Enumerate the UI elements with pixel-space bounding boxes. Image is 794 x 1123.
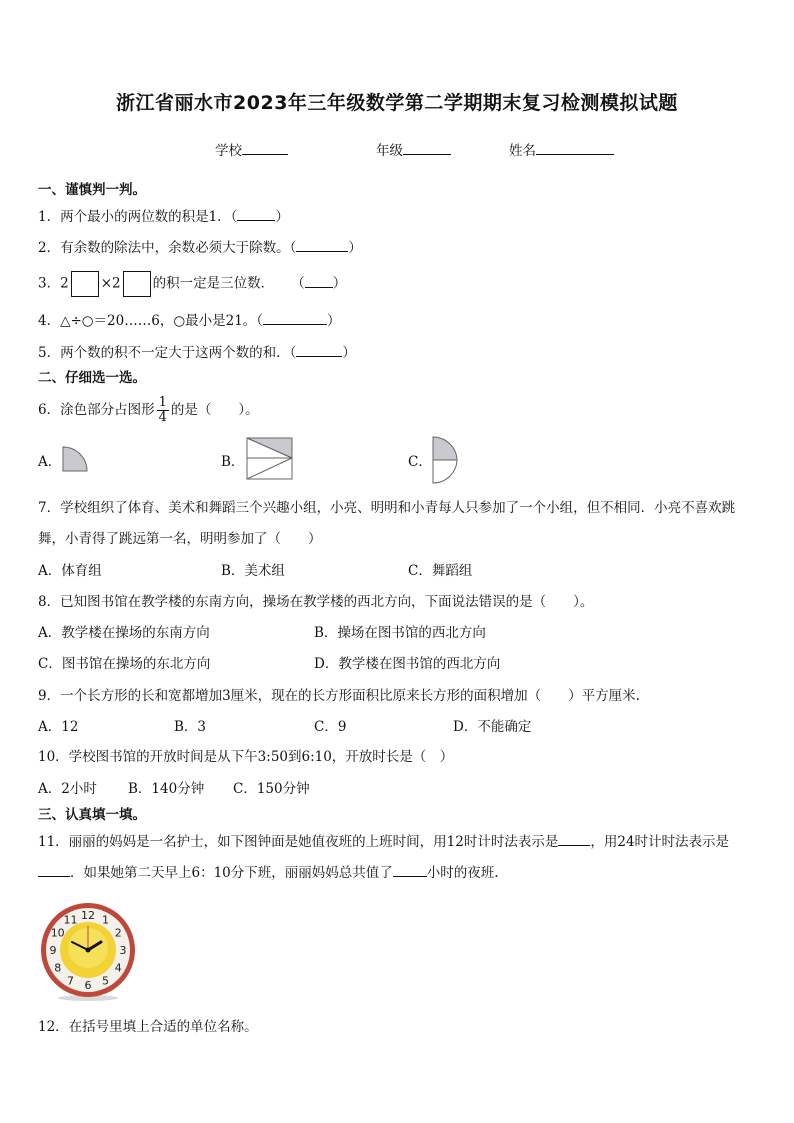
fraction: $\frac{1}{4}$ [158,395,167,425]
answer-blank[interactable] [263,311,327,325]
question-1: 1．两个最小的两位数的积是1．（ ） [38,209,289,225]
answer-blank[interactable] [305,274,333,288]
answer-blank[interactable] [296,343,342,357]
option-9d[interactable]: D．不能确定 [453,719,532,735]
clock-numeral: 2 [114,926,122,940]
clock-numeral: 1 [102,913,109,927]
digit-box[interactable] [123,271,151,297]
section-3-heading: 三、认真填一填。 [38,807,146,823]
option-6b[interactable]: B． [221,454,245,470]
option-7b[interactable]: B．美术组 [221,563,285,579]
option-8b[interactable]: B．操场在图书馆的西北方向 [314,625,486,641]
clock-numeral: 4 [114,961,122,975]
option-10a[interactable]: A．2小时 [38,781,97,797]
question-2: 2．有余数的除法中，余数必须大于除数。（ ） [38,240,362,256]
question-11-line1: 11．丽丽的妈妈是一名护士，如下图钟面是她值夜班的上班时间，用12时计时法表示是 ，用24时计时法表示是 [38,834,730,850]
option-10c[interactable]: C．150分钟 [233,781,310,797]
quarter-circle-figure [62,446,90,474]
answer-blank[interactable] [558,832,590,846]
clock-numeral: 10 [50,926,65,940]
question-3: 3．2 ×2 的积一定是三位数． （ ） [38,271,346,297]
answer-blank[interactable] [237,207,275,221]
option-6a[interactable]: A． [38,454,62,470]
question-12: 12．在括号里填上合适的单位名称。 [38,1019,258,1035]
section-1-heading: 一、谨慎判一判。 [38,182,146,198]
option-9b[interactable]: B．3 [174,719,207,735]
clock-numeral: 3 [119,944,127,957]
question-5: 5．两个数的积不一定大于这两个数的和．（ ） [38,345,356,361]
clock-figure [38,898,138,1002]
question-9: 9．一个长方形的长和宽都增加3厘米，现在的长方形面积比原来长方形的面积增加（ ）平方厘米. [38,688,640,704]
digit-box[interactable] [71,271,99,297]
question-8: 8．已知图书馆在教学楼的东南方向，操场在教学楼的西北方向，下面说法错误的是（ ）。 [38,594,594,610]
option-10b[interactable]: B．140分钟 [128,781,205,797]
question-10: 10．学校图书馆的开放时间是从下午3:50到6:10，开放时长是（ ） [38,749,454,765]
option-8c[interactable]: C．图书馆在操场的东北方向 [38,656,211,672]
answer-blank[interactable] [393,863,427,877]
question-7-line2: 舞，小青得了跳远第一名，明明参加了（ ） [38,531,322,547]
option-7c[interactable]: C．舞蹈组 [408,563,473,579]
option-8a[interactable]: A．教学楼在操场的东南方向 [38,625,210,641]
question-6: 6．涂色部分占图形 $\frac{1}{4}$ 的是（ ）。 [38,395,259,425]
option-7a[interactable]: A．体育组 [38,563,102,579]
page-title: 浙江省丽水市2023年三年级数学第二学期期末复习检测模拟试题 [116,92,678,114]
school-field[interactable]: 学校 [215,141,288,160]
clock-numeral: 5 [102,974,109,988]
square-triangles-figure [246,437,294,481]
clock-numeral: 8 [54,961,62,975]
question-4: 4．△÷○＝20……6，○最小是21。（ ） [38,313,341,329]
clock-numeral: 9 [49,944,57,957]
clock-numeral: 12 [81,909,95,922]
option-9a[interactable]: A．12 [38,719,79,735]
option-8d[interactable]: D．教学楼在图书馆的西北方向 [314,656,501,672]
clock-numeral: 11 [63,913,78,927]
option-9c[interactable]: C．9 [314,719,347,735]
option-6c[interactable]: C． [408,454,432,470]
question-11-line2: ．如果她第二天早上6：10分下班，丽丽妈妈总共值了 小时的夜班. [38,863,499,882]
half-circle-figure [431,435,461,485]
clock-numeral: 6 [84,979,92,992]
answer-blank[interactable] [296,238,348,252]
answer-blank[interactable] [38,863,70,877]
grade-field[interactable]: 年级 [376,141,451,160]
name-field[interactable]: 姓名 [509,141,614,160]
question-7-line1: 7．学校组织了体育、美术和舞蹈三个兴趣小组，小亮、明明和小青每人只参加了一个小组，但不相同．小亮不喜欢跳 [38,500,736,516]
clock-numeral: 7 [67,974,74,988]
section-2-heading: 二、仔细选一选。 [38,370,146,386]
